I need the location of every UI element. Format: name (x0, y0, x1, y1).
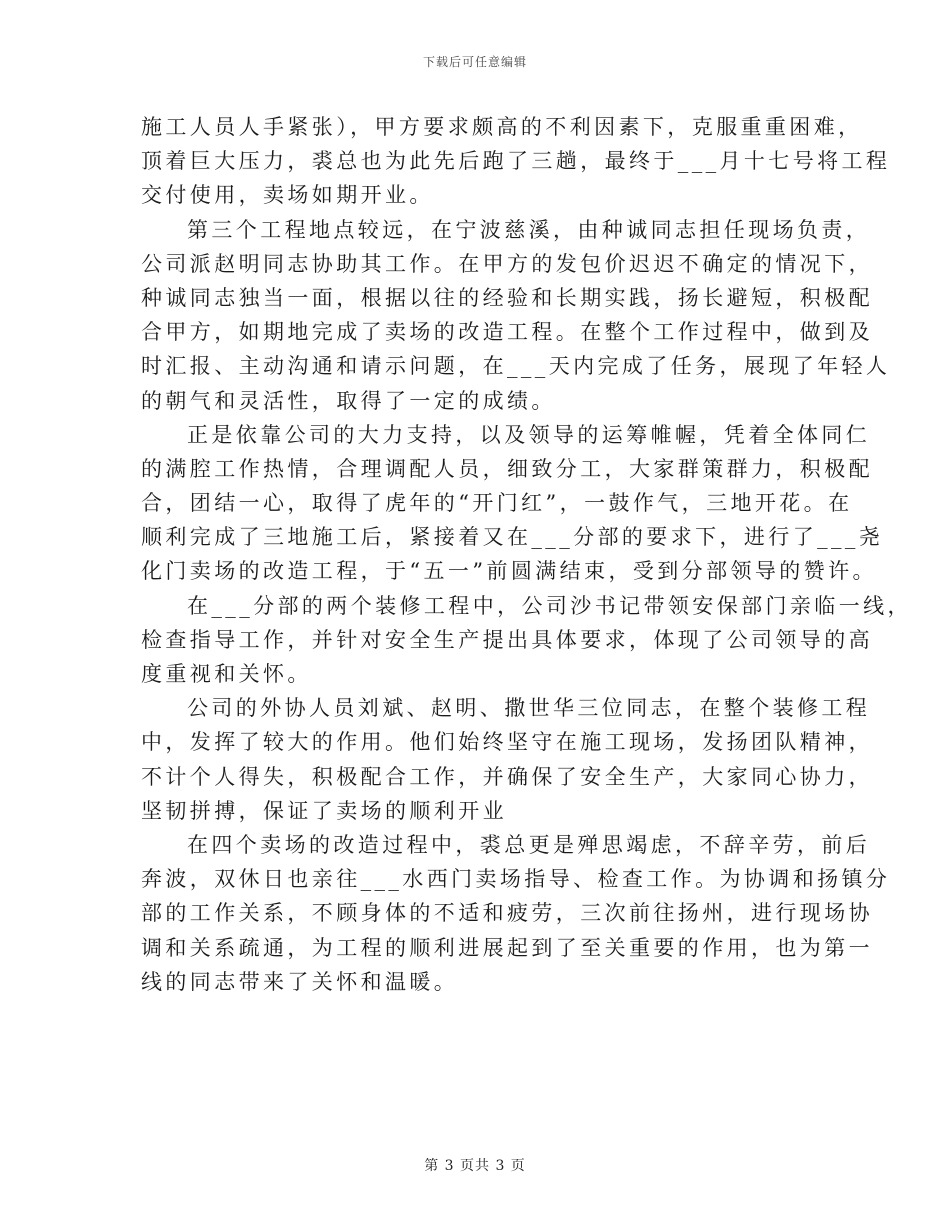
page-number: 第 3 页共 3 页 (424, 1158, 526, 1174)
text-line: 在四个卖场的改造过程中，裘总更是殚思竭虑，不辞辛劳，前后 (187, 832, 871, 857)
text-line: 调和关系疏通，为工程的顺利进展起到了至关重要的作用，也为第一 (141, 935, 873, 960)
text-line: 第三个工程地点较远，在宁波慈溪，由种诚同志担任现场负责， (187, 217, 871, 242)
text-line: 时汇报、主动沟通和请示问题，在___天内完成了任务，展现了年轻人 (141, 354, 891, 379)
text-line: 奔波，双休日也亲往___水西门卖场指导、检查工作。为协调和扬镇分 (141, 867, 891, 892)
text-line: 交付使用，卖场如期开业。 (141, 183, 434, 208)
text-line: 的朝气和灵活性，取得了一定的成绩。 (141, 388, 556, 413)
text-line: 中，发挥了较大的作用。他们始终坚守在施工现场，发扬团队精神， (141, 730, 873, 755)
text-line: 坚韧拼搏，保证了卖场的顺利开业 (141, 798, 507, 823)
text-line: 公司的外协人员刘斌、赵明、撒世华三位同志，在整个装修工程 (187, 696, 871, 721)
text-line: 线的同志带来了关怀和温暖。 (141, 969, 459, 994)
text-line: 顺利完成了三地施工后，紧接着又在___分部的要求下，进行了___尧 (141, 525, 884, 550)
text-line: 不计个人得失，积极配合工作，并确保了安全生产，大家同心协力， (141, 764, 873, 789)
text-line: 度重视和关怀。 (141, 662, 312, 686)
page-header: 下载后可任意编辑 (422, 55, 527, 69)
text-line: 在___分部的两个装修工程中，公司沙书记带领安保部门亲临一线， (187, 593, 912, 618)
text-line: 种诚同志独当一面，根据以往的经验和长期实践，扬长避短，积极配 (141, 285, 873, 310)
text-line: 合，团结一心，取得了虎年的“开门红”，一鼓作气，三地开花。在 (141, 491, 853, 516)
text-line: 化门卖场的改造工程，于“五一”前圆满结束，受到分部领导的赞许。 (141, 559, 877, 584)
text-line: 的满腔工作热情，合理调配人员，细致分工，大家群策群力，积极配 (141, 456, 873, 481)
text-line: 合甲方，如期地完成了卖场的改造工程。在整个工作过程中，做到及 (141, 320, 873, 345)
text-line: 部的工作关系，不顾身体的不适和疲劳，三次前往扬州，进行现场协 (141, 901, 873, 926)
text-line: 公司派赵明同志协助其工作。在甲方的发包价迟迟不确定的情况下， (141, 251, 873, 276)
text-line: 正是依靠公司的大力支持，以及领导的运筹帷幄，凭着全体同仁 (187, 422, 871, 447)
text-line: 顶着巨大压力，裘总也为此先后跑了三趟，最终于___月十七号将工程 (141, 149, 891, 174)
text-line: 检查指导工作，并针对安全生产提出具体要求，体现了公司领导的高 (141, 627, 873, 652)
text-line: 施工人员人手紧张），甲方要求颇高的不利因素下，克服重重困难， (141, 115, 863, 139)
document-body (141, 110, 912, 999)
